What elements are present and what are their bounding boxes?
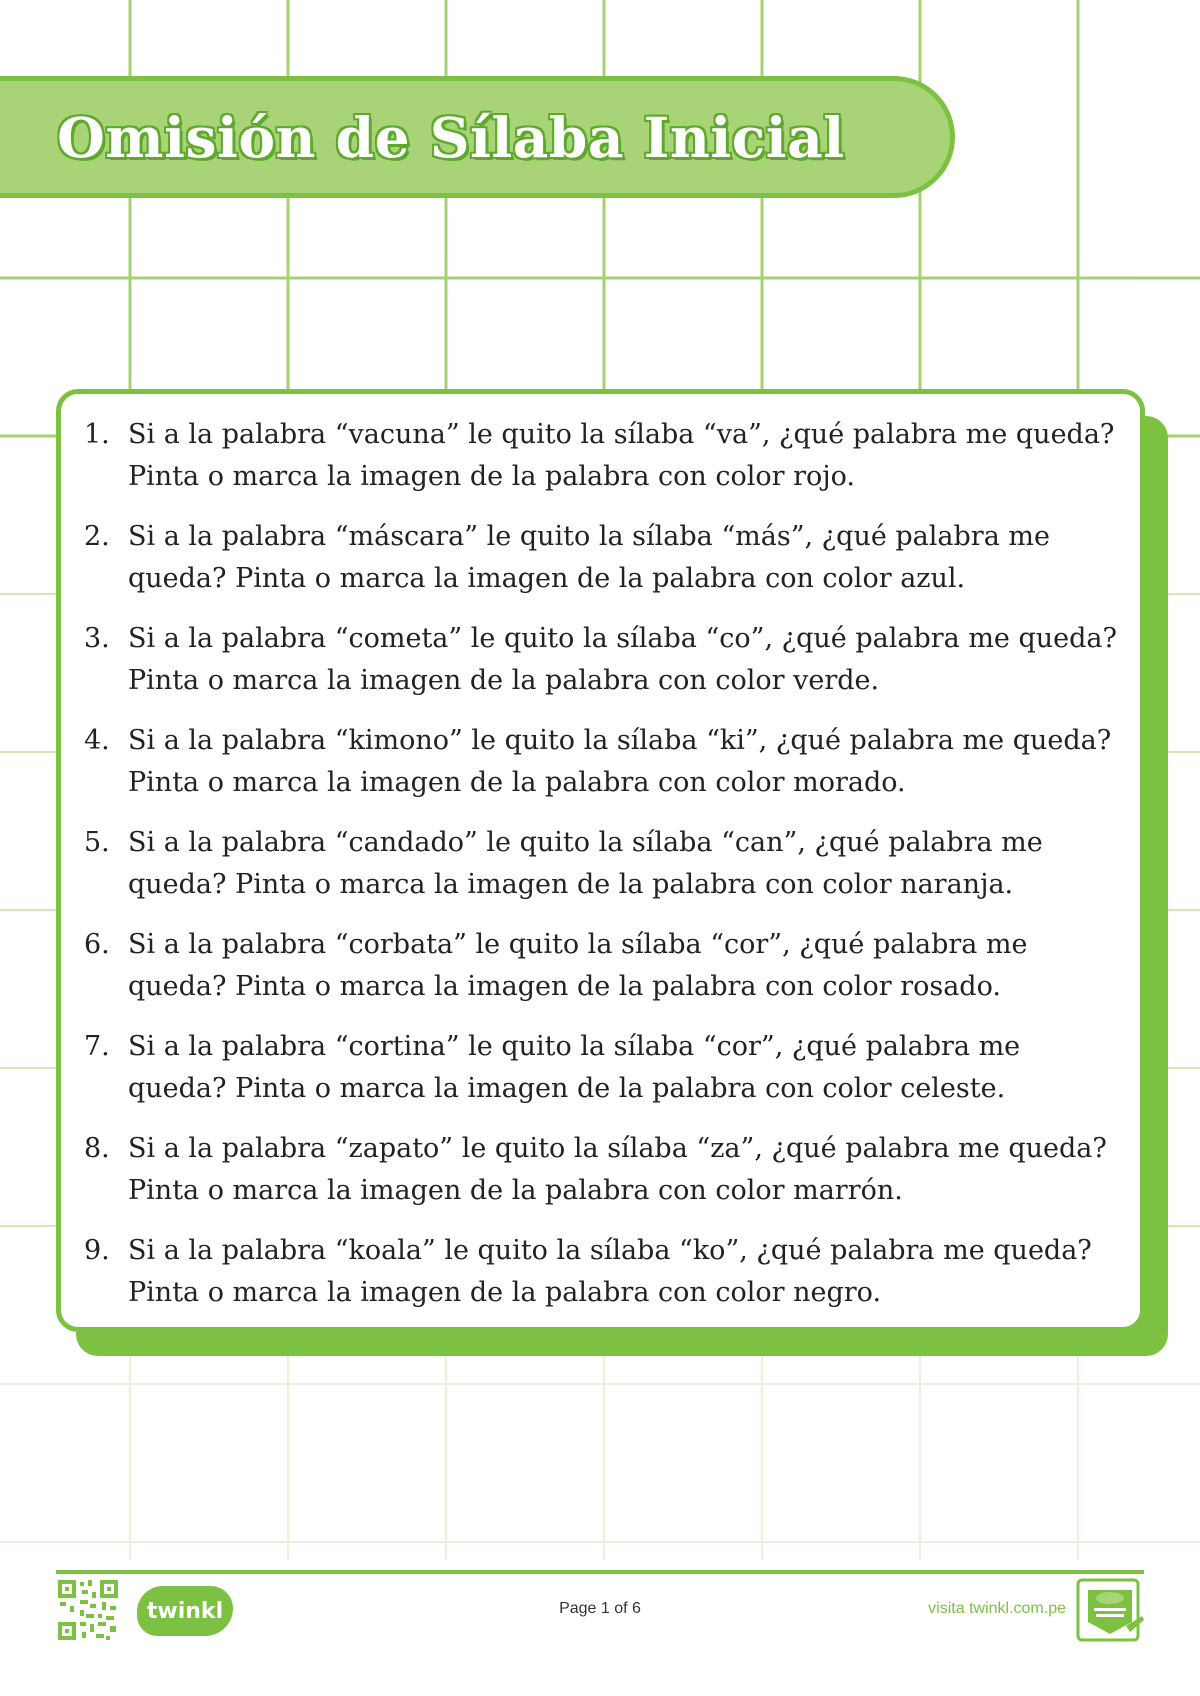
question-item [84,1128,1124,1230]
qr-code-icon[interactable] [56,1578,120,1642]
site-link[interactable]: visita twinkl.com.pe [928,1600,1066,1617]
question-text: Si a la palabra “zapato” le quito la sílaba “za”, ¿qué palabra me queda? Pinta o marca la imagen de la palabra con color marrón. [128,1133,1107,1206]
question-number: 2. [84,521,110,552]
question-text: Si a la palabra “candado” le quito la sílaba “can”, ¿qué palabra me queda? Pinta o marca la imagen de la palabra con color naranja. [128,827,1043,900]
question-text: Si a la palabra “cometa” le quito la sílaba “co”, ¿qué palabra me queda? Pinta o marca la imagen de la palabra con color verde. [128,623,1117,696]
question-item [84,1230,1124,1332]
question-text: Si a la palabra “koala” le quito la sílaba “ko”, ¿qué palabra me queda? Pinta o marca la imagen de la palabra con color negro. [128,1235,1092,1308]
question-number: 7. [84,1031,110,1062]
page-title: Omisión de Sílaba Inicial [57,105,845,170]
question-number: 3. [84,623,110,654]
question-number: 5. [84,827,110,858]
quality-approved-badge-icon [1074,1576,1146,1644]
question-item [84,618,1124,720]
question-text: Si a la palabra “cortina” le quito la sílaba “cor”, ¿qué palabra me queda? Pinta o marca la imagen de la palabra con color celeste. [128,1031,1021,1104]
question-item [84,414,1124,516]
question-number: 4. [84,725,110,756]
twinkl-logo[interactable]: twinkl [137,1586,233,1636]
question-text: Si a la palabra “kimono” le quito la sílaba “ki”, ¿qué palabra me queda? Pinta o marca la imagen de la palabra con color morado. [128,725,1112,798]
question-list [84,414,1124,1332]
question-number: 9. [84,1235,110,1266]
question-item [84,924,1124,1026]
question-item [84,822,1124,924]
question-item [84,1026,1124,1128]
question-item [84,516,1124,618]
question-item [84,720,1124,822]
question-number: 1. [84,419,110,450]
question-text: Si a la palabra “corbata” le quito la sílaba “cor”, ¿qué palabra me queda? Pinta o marca la imagen de la palabra con color rosado. [128,929,1028,1002]
question-number: 6. [84,929,110,960]
page-indicator: Page 1 of 6 [559,1600,641,1617]
question-text: Si a la palabra “máscara” le quito la sílaba “más”, ¿qué palabra me queda? Pinta o marca la imagen de la palabra con color azul. [128,521,1050,594]
question-text: Si a la palabra “vacuna” le quito la sílaba “va”, ¿qué palabra me queda? Pinta o marca la imagen de la palabra con color rojo. [128,419,1115,492]
footer-divider [56,1570,1144,1574]
question-number: 8. [84,1133,110,1164]
